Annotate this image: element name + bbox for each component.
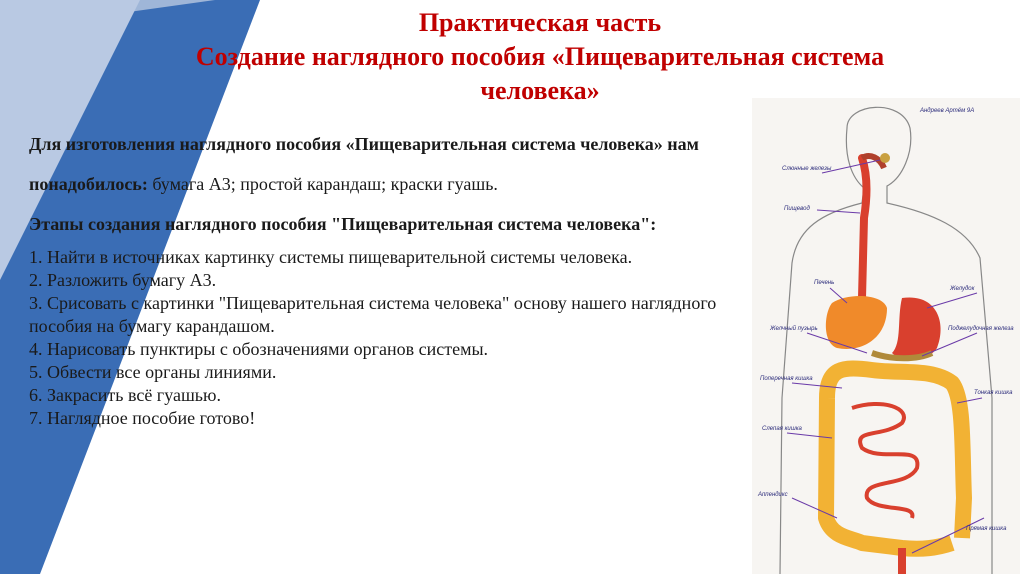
- intro-paragraph: [29, 124, 745, 204]
- label-transverse: Поперечная кишка: [760, 376, 813, 382]
- step-item: 5. Обвести все органы линиями.: [29, 362, 277, 382]
- salivary-gland-shape: [880, 153, 890, 163]
- poster-signature: Андреев Артём 9А: [920, 108, 975, 114]
- intro-bold: Для изготовления наглядного пособия «Пищеварительная система человека» нам понадобилось:: [29, 134, 699, 194]
- label-liver: Печень: [814, 280, 835, 286]
- step-item: 1. Найти в источниках картинку системы пищеварительной системы человека.: [29, 247, 633, 267]
- label-stomach: Желудок: [950, 286, 975, 292]
- step-item: 2. Разложить бумагу А3.: [29, 270, 217, 290]
- slide-title: [40, 6, 1024, 108]
- esophagus-shape: [862, 158, 866, 298]
- label-thin: Тонкая кишка: [974, 390, 1013, 396]
- title-line-3: человека»: [480, 76, 600, 105]
- stages-heading-text: Этапы создания наглядного пособия "Пищеварительная система человека":: [29, 214, 657, 234]
- slide-body: [29, 124, 745, 430]
- label-colon-left: Слепая кишка: [762, 426, 802, 432]
- step-item: 6. Закрасить всё гуашью.: [29, 385, 221, 405]
- stomach-shape: [892, 297, 941, 360]
- steps-list: [29, 246, 745, 430]
- small-intestine-shape: [852, 404, 917, 518]
- intro-materials: бумага А3; простой карандаш; краски гуашь.: [147, 174, 498, 194]
- liver-shape: [826, 296, 887, 349]
- large-intestine-shape: [826, 368, 964, 548]
- digestive-system-poster: [752, 98, 1020, 574]
- label-gallbladder: Желчный пузырь: [770, 326, 818, 332]
- step-item: 7. Наглядное пособие готово!: [29, 408, 256, 428]
- step-item: 3. Срисовать с картинки "Пищеварительная система человека" основу нашего наглядного пособия на бумагу карандашом.: [29, 293, 717, 336]
- stages-heading: [29, 204, 745, 244]
- label-appendix: Аппендикс: [758, 492, 788, 498]
- step-item: 4. Нарисовать пунктиры с обозначениями органов системы.: [29, 339, 489, 359]
- title-line-2: Создание наглядного пособия «Пищеварительная система: [195, 42, 885, 71]
- label-pancreas: Поджелудочная железа: [948, 326, 1014, 332]
- poster-drawing: [752, 98, 1020, 574]
- label-esophagus: Пищевод: [784, 206, 810, 212]
- title-line-1: Практическая часть: [418, 8, 662, 37]
- label-rectum: Прямая кишка: [966, 526, 1007, 532]
- label-salivary: Слюнные железы: [782, 166, 832, 172]
